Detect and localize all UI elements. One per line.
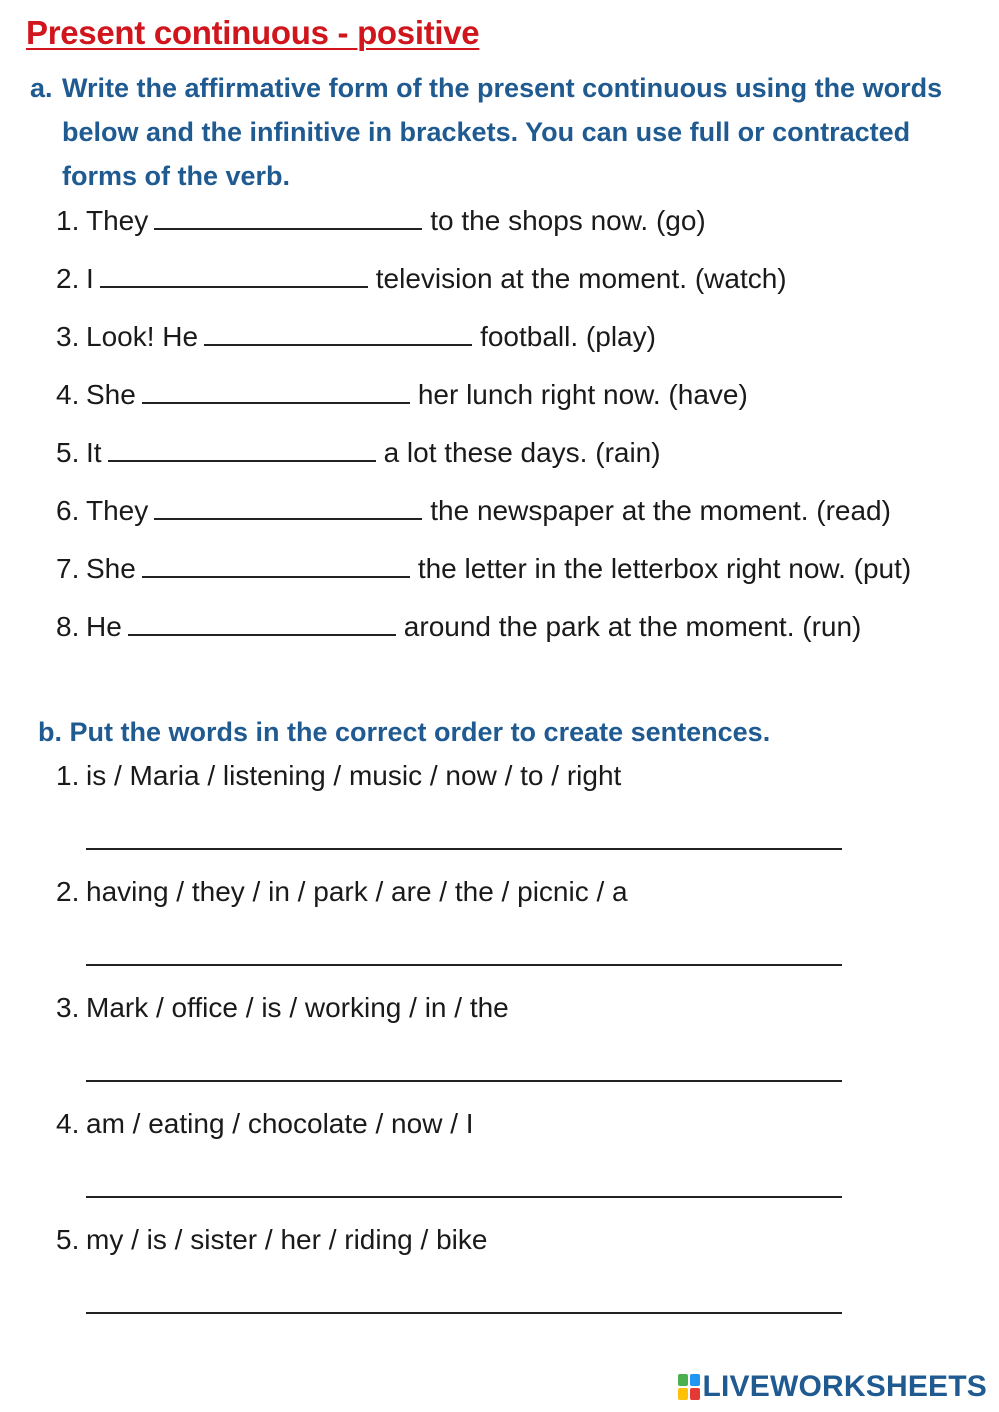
- item-number: 1.: [56, 205, 80, 236]
- item-rest: the letter in the letterbox right now. (put): [417, 553, 912, 584]
- item-rest: her lunch right now. (have): [417, 379, 748, 410]
- answer-line[interactable]: [86, 1196, 842, 1198]
- item-number: 6.: [56, 495, 80, 526]
- exercise-b-item: [56, 990, 509, 1026]
- item-subject: He: [86, 611, 122, 642]
- scrambled-words: is / Maria / listening / music / now / to / right: [86, 760, 622, 791]
- item-subject: I: [86, 263, 94, 294]
- liveworksheets-brand: [678, 1370, 988, 1404]
- exercise-b-item: [56, 758, 621, 794]
- item-number: 3.: [56, 321, 80, 352]
- answer-blank[interactable]: [100, 260, 368, 288]
- item-rest: to the shops now. (go): [430, 205, 706, 236]
- exercise-a-item: [56, 608, 861, 645]
- answer-blank[interactable]: [204, 318, 472, 346]
- answer-line[interactable]: [86, 964, 842, 966]
- answer-blank[interactable]: [128, 608, 396, 636]
- item-number: 7.: [56, 553, 80, 584]
- answer-blank[interactable]: [108, 434, 376, 462]
- scrambled-words: am / eating / chocolate / now / I: [86, 1108, 474, 1139]
- exercise-b-item: [56, 874, 628, 910]
- answer-blank[interactable]: [142, 376, 410, 404]
- answer-blank[interactable]: [142, 550, 410, 578]
- exercise-a-item: [56, 202, 706, 239]
- answer-line[interactable]: [86, 1080, 842, 1082]
- answer-blank[interactable]: [154, 492, 422, 520]
- section-a-letter: a.: [30, 73, 53, 103]
- scrambled-words: having / they / in / park / are / the / picnic / a: [86, 876, 628, 907]
- section-a-instruction-text: Write the affirmative form of the present continuous using the words below and the infinitive in brackets. You can use full or contracted forms of the verb.: [62, 73, 943, 191]
- item-subject: She: [86, 553, 136, 584]
- item-subject: Look! He: [86, 321, 199, 352]
- item-rest: around the park at the moment. (run): [403, 611, 862, 642]
- brand-name: LIVEWORKSHEETS: [702, 1370, 987, 1403]
- section-a-instruction: [30, 66, 960, 198]
- exercise-b-item: [56, 1106, 474, 1142]
- item-rest: football. (play): [480, 321, 656, 352]
- item-rest: a lot these days. (rain): [383, 437, 661, 468]
- item-rest: the newspaper at the moment. (read): [430, 495, 891, 526]
- scrambled-words: Mark / office / is / working / in / the: [86, 992, 509, 1023]
- item-subject: They: [86, 205, 149, 236]
- item-number: 2.: [56, 876, 80, 907]
- liveworksheets-logo-icon: [678, 1374, 700, 1400]
- item-number: 4.: [56, 1108, 80, 1139]
- section-b-title: b. Put the words in the correct order to create sentences.: [38, 717, 771, 747]
- item-number: 4.: [56, 379, 80, 410]
- item-number: 3.: [56, 992, 80, 1023]
- exercise-a-item: [56, 260, 787, 297]
- exercise-a-item: [56, 434, 661, 471]
- section-a: [30, 66, 960, 198]
- item-subject: She: [86, 379, 136, 410]
- exercise-a-item: [56, 550, 911, 587]
- exercise-b-item: [56, 1222, 487, 1258]
- item-number: 2.: [56, 263, 80, 294]
- scrambled-words: my / is / sister / her / riding / bike: [86, 1224, 488, 1255]
- item-number: 1.: [56, 760, 80, 791]
- page-title: Present continuous - positive: [26, 14, 480, 51]
- item-number: 5.: [56, 1224, 80, 1255]
- answer-blank[interactable]: [154, 202, 422, 230]
- answer-line[interactable]: [86, 1312, 842, 1314]
- exercise-a-item: [56, 376, 748, 413]
- item-number: 8.: [56, 611, 80, 642]
- item-number: 5.: [56, 437, 80, 468]
- item-subject: It: [86, 437, 102, 468]
- exercise-a-item: [56, 492, 891, 529]
- exercise-a-item: [56, 318, 656, 355]
- item-subject: They: [86, 495, 149, 526]
- answer-line[interactable]: [86, 848, 842, 850]
- item-rest: television at the moment. (watch): [375, 263, 787, 294]
